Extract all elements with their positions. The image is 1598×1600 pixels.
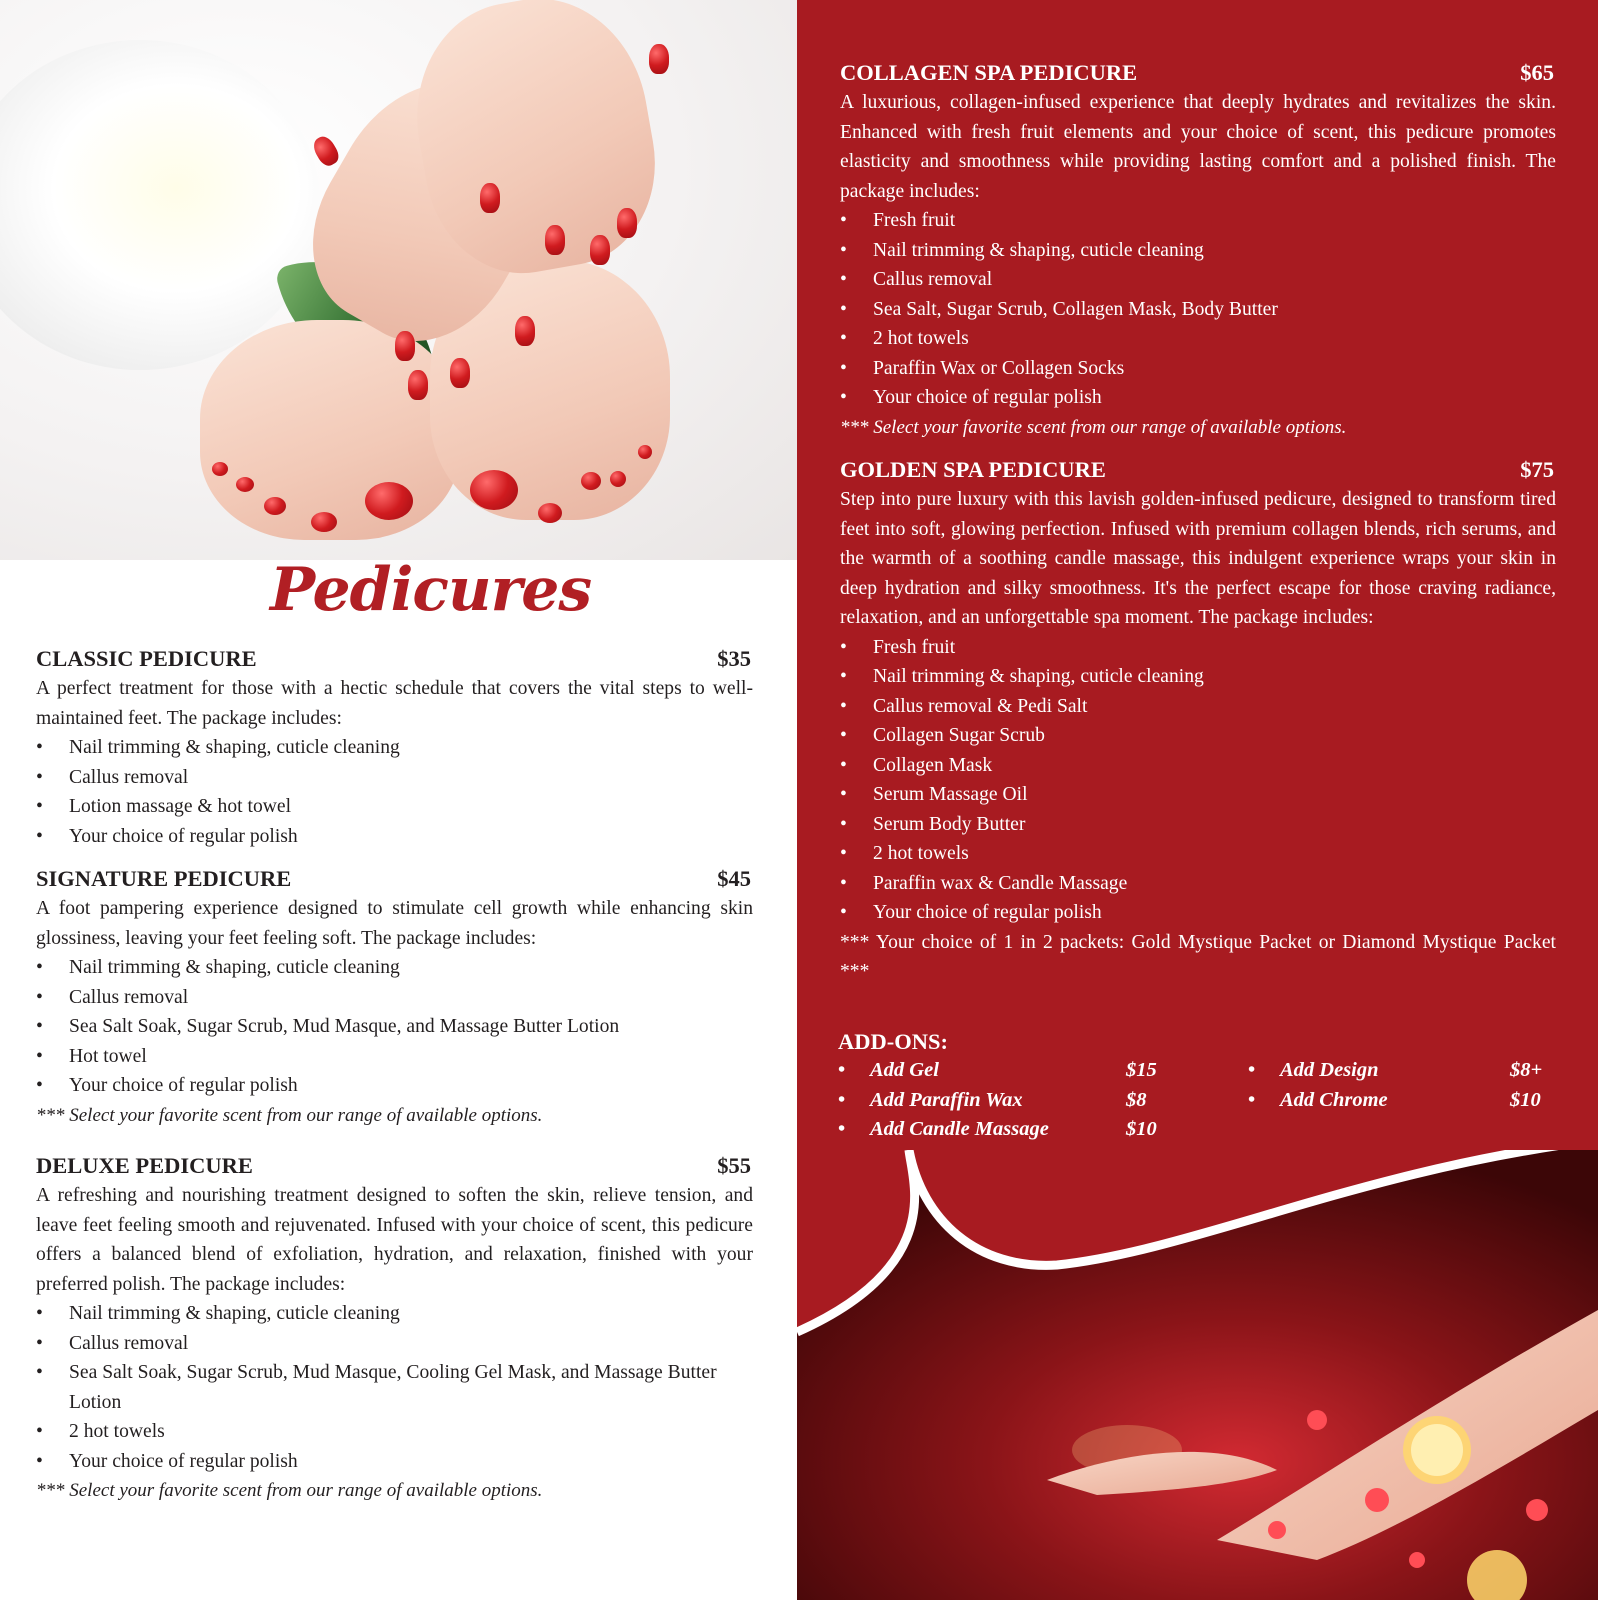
list-item: • Sea Salt, Sugar Scrub, Collagen Mask, Body Butter xyxy=(840,295,1556,325)
package-list xyxy=(36,1299,753,1476)
list-item: • Callus removal & Pedi Salt xyxy=(840,692,1556,722)
addon-item: • Add Gel $15 xyxy=(838,1056,1157,1086)
service-name: SIGNATURE PEDICURE xyxy=(36,866,292,891)
list-item: • Your choice of regular polish xyxy=(36,1071,753,1101)
right-column xyxy=(797,0,1598,1600)
list-item: • Fresh fruit xyxy=(840,206,1556,236)
golden-spa-pedicure xyxy=(840,455,1556,987)
list-item: • Sea Salt Soak, Sugar Scrub, Mud Masque, Cooling Gel Mask, and Massage Butter Lotion xyxy=(36,1358,753,1417)
service-name: GOLDEN SPA PEDICURE xyxy=(840,457,1106,482)
list-item: • Serum Massage Oil xyxy=(840,780,1556,810)
package-list xyxy=(36,953,753,1101)
service-price: $55 xyxy=(717,1153,751,1178)
service-name: CLASSIC PEDICURE xyxy=(36,646,257,671)
scent-note: *** Select your favorite scent from our range of available options. xyxy=(36,1480,543,1501)
package-list xyxy=(840,633,1556,928)
list-item: • Nail trimming & shaping, cuticle cleaning xyxy=(36,1299,753,1329)
list-item: • Sea Salt Soak, Sugar Scrub, Mud Masque, and Massage Butter Lotion xyxy=(36,1012,753,1042)
list-item: • Nail trimming & shaping, cuticle cleaning xyxy=(840,662,1556,692)
list-item: • Nail trimming & shaping, cuticle cleaning xyxy=(36,953,753,983)
service-name: DELUXE PEDICURE xyxy=(36,1153,253,1178)
list-item: • Lotion massage & hot towel xyxy=(36,792,753,822)
addon-item: • Add Design $8+ xyxy=(1248,1056,1542,1086)
hands-feet-photo xyxy=(0,0,797,560)
list-item: • Paraffin Wax or Collagen Socks xyxy=(840,354,1556,384)
addons-list-left xyxy=(838,1056,1157,1145)
list-item: • Serum Body Butter xyxy=(840,810,1556,840)
service-description: A refreshing and nourishing treatment designed to soften the skin, relieve tension, and leave feet feeling smooth and rejuvenated. Infused with your choice of scent, this pedicure offers a balanced blend of exfoliation, hydration, and relaxation, finished with your preferred polish. The package includes: xyxy=(36,1185,753,1295)
section-title: Pedicures xyxy=(270,555,592,625)
addon-item: • Add Chrome $10 xyxy=(1248,1086,1542,1116)
service-price: $35 xyxy=(717,646,751,671)
addons-title: ADD-ONS: xyxy=(838,1029,948,1054)
list-item: • Hot towel xyxy=(36,1042,753,1072)
list-item: • Nail trimming & shaping, cuticle cleaning xyxy=(36,733,753,763)
list-item: • Callus removal xyxy=(36,1329,753,1359)
service-price: $65 xyxy=(1520,60,1554,85)
service-description: A perfect treatment for those with a hectic schedule that covers the vital steps to well-maintained feet. The package includes: xyxy=(36,678,753,729)
service-description: A luxurious, collagen-infused experience that deeply hydrates and revitalizes the skin. Enhanced with fresh fruit elements and your choice of scent, this pedicure promotes elasticity and smoothness while providing lasting comfort and a polished finish. The package includes: xyxy=(840,92,1556,202)
package-list xyxy=(36,733,753,851)
scent-note: *** Select your favorite scent from our range of available options. xyxy=(840,416,1347,438)
list-item: • 2 hot towels xyxy=(840,324,1556,354)
list-item: • Your choice of regular polish xyxy=(36,822,753,852)
package-list xyxy=(840,206,1556,413)
classic-pedicure xyxy=(36,644,753,851)
service-price: $75 xyxy=(1520,457,1554,482)
collagen-spa-pedicure xyxy=(840,58,1556,442)
list-item: • 2 hot towels xyxy=(840,839,1556,869)
list-item: • Your choice of regular polish xyxy=(840,898,1556,928)
list-item: • 2 hot towels xyxy=(36,1417,753,1447)
lily-flower xyxy=(0,40,320,370)
list-item: • Callus removal xyxy=(840,265,1556,295)
addons-list-right xyxy=(1248,1056,1542,1115)
scent-note: *** Select your favorite scent from our range of available options. xyxy=(36,1104,543,1126)
deluxe-pedicure xyxy=(36,1151,753,1506)
list-item: • Collagen Mask xyxy=(840,751,1556,781)
signature-pedicure xyxy=(36,864,753,1130)
list-item: • Nail trimming & shaping, cuticle cleaning xyxy=(840,236,1556,266)
list-item: • Fresh fruit xyxy=(840,633,1556,663)
service-description: A foot pampering experience designed to stimulate cell growth while enhancing skin glossiness, leaving your feet feeling soft. The package includes: xyxy=(36,898,753,949)
foot-bath-photo xyxy=(797,1150,1598,1600)
addon-item: • Add Candle Massage $10 xyxy=(838,1115,1157,1145)
list-item: • Callus removal xyxy=(36,763,753,793)
addon-item: • Add Paraffin Wax $8 xyxy=(838,1086,1157,1116)
left-column xyxy=(0,0,797,1600)
list-item: • Your choice of regular polish xyxy=(36,1447,753,1477)
service-description: Step into pure luxury with this lavish golden-infused pedicure, designed to transform tired feet into soft, glowing perfection. Infused with premium collagen blends, rich serums, and the warmth of a soothing candle massage, this indulgent experience wraps your skin in deep hydration and silky smoothness. It's the perfect escape for those craving radiance, relaxation, and an unforgettable spa moment. The package includes: xyxy=(840,489,1556,628)
service-price: $45 xyxy=(717,866,751,891)
list-item: • Paraffin wax & Candle Massage xyxy=(840,869,1556,899)
packet-note: *** Your choice of 1 in 2 packets: Gold Mystique Packet or Diamond Mystique Packet *** xyxy=(840,931,1556,982)
service-name: COLLAGEN SPA PEDICURE xyxy=(840,60,1138,85)
list-item: • Collagen Sugar Scrub xyxy=(840,721,1556,751)
list-item: • Callus removal xyxy=(36,983,753,1013)
list-item: • Your choice of regular polish xyxy=(840,383,1556,413)
